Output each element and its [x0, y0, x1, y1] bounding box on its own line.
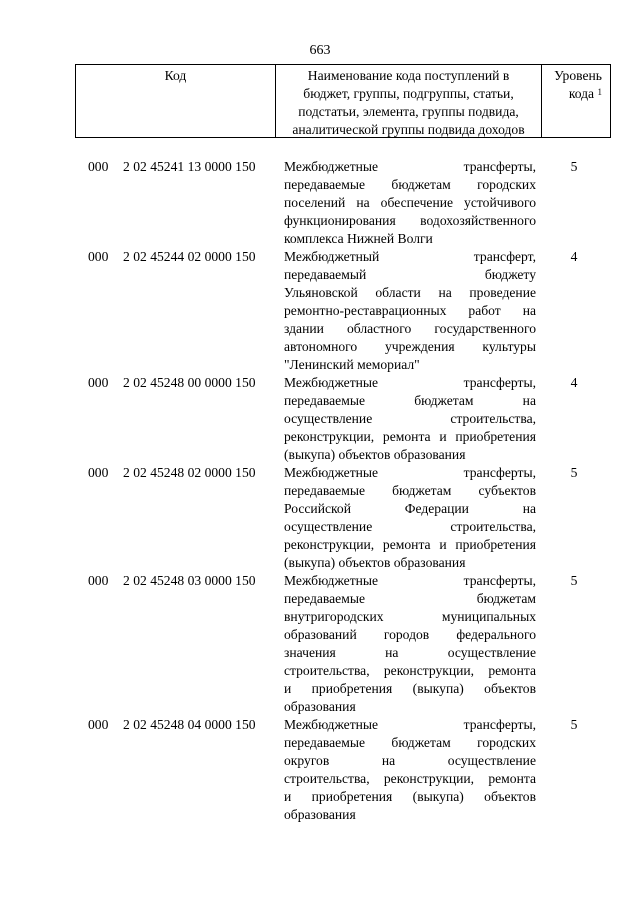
revenue-code: 2 02 45244 02 0000 150 — [123, 249, 256, 264]
revenue-name-line: образований городов федерального — [284, 627, 536, 642]
page-number: 663 — [309, 43, 331, 58]
code-level: 4 — [570, 375, 578, 390]
revenue-name-line: и приобретения (выкупа) объектов — [284, 681, 536, 696]
header-level-label: кода — [568, 86, 595, 101]
revenue-name-line: округов на осуществление — [284, 753, 536, 768]
revenue-code: 2 02 45248 00 0000 150 — [123, 375, 256, 390]
revenue-code: 2 02 45248 04 0000 150 — [123, 717, 256, 732]
revenue-name — [284, 572, 536, 716]
footnote-marker: 1 — [597, 87, 602, 97]
revenue-name-line: образования — [284, 807, 356, 822]
revenue-name-line: автономного учреждения культуры — [284, 339, 536, 354]
revenue-name-line: Российской Федерации на — [284, 501, 536, 516]
table-row — [88, 464, 608, 572]
admin-code: 000 — [88, 717, 109, 732]
code-level: 4 — [570, 249, 578, 264]
header-level-line2 — [542, 85, 602, 103]
revenue-name — [284, 374, 536, 464]
revenue-name-line: комплекса Нижней Волги — [284, 231, 433, 246]
header-name-line: Наименование кода поступлений в — [307, 68, 510, 83]
revenue-name-line: строительства, реконструкции, ремонта — [284, 771, 536, 786]
code-level: 5 — [570, 717, 578, 732]
code-level: 5 — [570, 159, 578, 174]
revenue-code: 2 02 45248 02 0000 150 — [123, 465, 256, 480]
header-name-line: подстатьи, элемента, группы подвида, — [298, 104, 519, 119]
revenue-name-line: передаваемые бюджетам субъектов — [284, 483, 536, 498]
header-level-line1: Уровень — [554, 68, 602, 83]
code-level: 5 — [570, 573, 578, 588]
header-name — [276, 65, 542, 137]
revenue-name-line: Межбюджетный трансферт, — [284, 249, 536, 264]
revenue-name-line: Межбюджетные трансферты, — [284, 717, 536, 732]
revenue-name-line: передаваемые бюджетам на — [284, 393, 536, 408]
revenue-name — [284, 248, 536, 374]
table-row — [88, 158, 608, 248]
revenue-name-line: функционирования водохозяйственного — [284, 213, 536, 228]
revenue-name-line: значения на осуществление — [284, 645, 536, 660]
revenue-name-line: передаваемый бюджету — [284, 267, 536, 282]
table-row — [88, 572, 608, 716]
revenue-name-line: строительства, реконструкции, ремонта — [284, 663, 536, 678]
revenue-name-line: здании областного государственного — [284, 321, 536, 336]
admin-code: 000 — [88, 159, 109, 174]
revenue-name-line: поселений на обеспечение устойчивого — [284, 195, 536, 210]
revenue-code: 2 02 45241 13 0000 150 — [123, 159, 256, 174]
revenue-name-line: реконструкции, ремонта и приобретения — [284, 537, 536, 552]
table-header — [75, 64, 611, 138]
revenue-name-line: Ульяновской области на проведение — [284, 285, 536, 300]
revenue-name-line: внутригородских муниципальных — [284, 609, 536, 624]
revenue-name-line: реконструкции, ремонта и приобретения — [284, 429, 536, 444]
header-level — [542, 65, 610, 137]
table-row — [88, 248, 608, 374]
code-level: 5 — [570, 465, 578, 480]
revenue-name-line: (выкупа) объектов образования — [284, 555, 466, 570]
header-code: Код — [76, 65, 276, 137]
revenue-name — [284, 464, 536, 572]
revenue-name-line: и приобретения (выкупа) объектов — [284, 789, 536, 804]
revenue-name-line: "Ленинский мемориал" — [284, 357, 420, 372]
admin-code: 000 — [88, 573, 109, 588]
revenue-name-line: Межбюджетные трансферты, — [284, 375, 536, 390]
revenue-name-line: передаваемые бюджетам городских — [284, 735, 536, 750]
admin-code: 000 — [88, 249, 109, 264]
header-name-line: аналитической группы подвида доходов — [292, 122, 525, 137]
revenue-name-line: осуществление строительства, — [284, 519, 536, 534]
revenue-name-line: Межбюджетные трансферты, — [284, 465, 536, 480]
revenue-name-line: передаваемые бюджетам — [284, 591, 536, 606]
revenue-name-line: осуществление строительства, — [284, 411, 536, 426]
table-row — [88, 374, 608, 464]
table-body — [88, 158, 608, 824]
admin-code: 000 — [88, 375, 109, 390]
revenue-name-line: Межбюджетные трансферты, — [284, 573, 536, 588]
revenue-name-line: передаваемые бюджетам городских — [284, 177, 536, 192]
revenue-name-line: образования — [284, 699, 356, 714]
revenue-code: 2 02 45248 03 0000 150 — [123, 573, 256, 588]
header-name-line: бюджет, группы, подгруппы, статьи, — [303, 86, 514, 101]
revenue-name-line: (выкупа) объектов образования — [284, 447, 466, 462]
revenue-name — [284, 716, 536, 824]
revenue-name-line: Межбюджетные трансферты, — [284, 159, 536, 174]
admin-code: 000 — [88, 465, 109, 480]
revenue-name — [284, 158, 536, 248]
revenue-name-line: ремонтно-реставрационных работ на — [284, 303, 536, 318]
table-row — [88, 716, 608, 824]
